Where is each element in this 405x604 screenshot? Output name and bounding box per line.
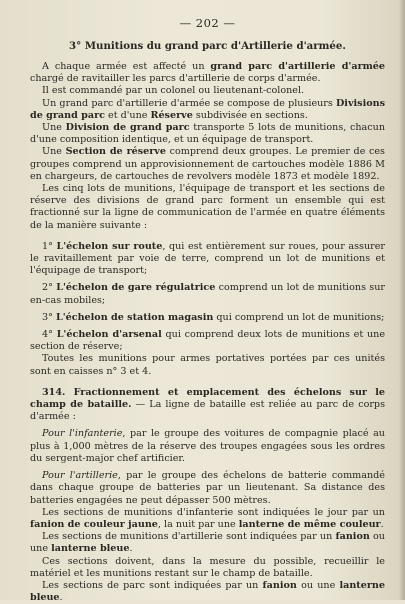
text-run: Les sections de munitions d'artillerie sont indiquées par un (42, 531, 336, 543)
text-run: — La ligne de bataille est reliée au parc de corps d'armée : (30, 399, 385, 423)
text-run: qui comprend un lot de munitions; (213, 311, 385, 323)
italic-text: Pour l'infanterie (42, 428, 123, 440)
paragraph (30, 61, 385, 85)
bold-text: lanterne bleue (30, 579, 385, 604)
text-run: et d'une (104, 109, 151, 121)
paragraph (30, 241, 385, 278)
italic-text: Pour l'artillerie (42, 470, 118, 482)
paragraph (30, 470, 385, 507)
text-run: comprend deux groupes. Le premier de ces groupes comprend un approvisionnement de cartouches modèle 1886 M en chargeurs, de cartouches de revolvers modèle 1873 et modèle 1892. (30, 146, 385, 182)
text-run: subdivisée en sections. (192, 109, 308, 121)
text-run: Une (42, 122, 66, 134)
bold-text: Section de réserve (65, 146, 166, 158)
bold-text: grand parc d'artillerie d'armée (210, 61, 386, 72)
bold-text: fanion (335, 531, 370, 543)
paragraph (30, 85, 385, 97)
text-run: 3° (42, 311, 56, 323)
paragraph (30, 122, 385, 146)
text-run: Toutes les munitions pour armes portatives portées par ces unités sont en caisses n° 3 et 4. (30, 353, 385, 377)
text-run: Une (42, 146, 66, 158)
text-run: chargé de ravitailler les parcs d'artillerie de corps d'armée. (30, 73, 321, 85)
text-run: 4° (42, 329, 57, 341)
text-run: Les sections de parc sont indiquées par un (42, 579, 263, 591)
text-run: ou une (30, 531, 385, 555)
paragraph (30, 556, 385, 580)
bold-text: L'échelon de gare régulatrice (56, 282, 216, 294)
text-run: Un grand parc d'artillerie d'armée se compose de plusieurs (42, 97, 336, 109)
text-run: , par le groupe des voitures de compagnie placé au plus à 1,000 mètres de la réserve des troupes engagées sous les ordres du sergent-major chef artificier. (30, 428, 385, 464)
paragraph (30, 353, 385, 377)
paragraph (30, 98, 385, 122)
paragraph (30, 329, 385, 353)
text-run: , par le groupe des échelons de batterie commandé dans chaque groupe de batteries par un lieutenant. Sa distance des batteries engagées ne peut dépasser 500 mètres. (30, 470, 385, 506)
text-run: . (380, 518, 384, 530)
page-number-header: — 202 — (179, 16, 236, 30)
paragraph (30, 531, 385, 555)
paragraph (30, 580, 385, 604)
bold-text: L'échelon sur route (56, 240, 163, 252)
text-run: . (129, 543, 133, 555)
text-run: A chaque armée est affecté un (42, 61, 211, 72)
text-run: 2° (42, 282, 57, 294)
bold-text: 314. Fractionnement et emplacement des échelons sur le champ de bataille. (30, 386, 385, 411)
bold-text: Réserve (150, 109, 193, 121)
bold-text: L'échelon d'arsenal (56, 329, 162, 341)
paragraph (30, 507, 385, 531)
section-title: 3° Munitions du grand parc d'Artillerie d'armée. (69, 40, 346, 52)
text-run: Ces sections doivent, dans la mesure du possible, recueillir le matériel et les munitions restant sur le champ de bataille. (30, 555, 385, 579)
paragraph (30, 387, 385, 424)
text-run: , la nuit par une (157, 518, 239, 530)
bold-text: L'échelon de station magasin (55, 311, 214, 323)
paragraph (30, 312, 385, 324)
text-run: transporte 5 lots de munitions, chacun d'une composition identique, et un équipage de transport. (30, 122, 385, 146)
paragraph (30, 183, 385, 232)
bold-text: lanterne bleue (51, 543, 130, 555)
text-run: qui comprend deux lots de munitions et une section de réserve; (30, 329, 386, 353)
text-run: Les cinq lots de munitions, l'équipage de transport et les sections de réserve des divisions de grand parc forment un ensemble qui est fractionné sur la ligne de communication de l'armée en quatre éléments de la manière suivante : (30, 183, 385, 231)
paragraph (30, 428, 385, 465)
text-run: Il est commandé par un colonel ou lieutenant-colonel. (42, 85, 305, 97)
text-run: ou une (296, 579, 340, 591)
bold-text: Divisions de grand parc (30, 97, 385, 121)
page-edge-shadow (399, 0, 405, 600)
paragraph (30, 146, 385, 183)
paragraph (30, 282, 385, 306)
text-run: , qui est entièrement sur roues, pour assurer le ravitaillement par voie de terre, comprend un lot de munitions et l'équipage de transport; (30, 240, 385, 277)
bold-text: fanion de couleur jaune (30, 518, 158, 530)
body-text (30, 61, 385, 604)
bold-text: lanterne de même couleur (238, 518, 381, 530)
bold-text: fanion (262, 579, 297, 591)
bold-text: Division de grand parc (65, 122, 190, 134)
text-run: Les sections de munitions d'infanterie sont indiquées le jour par un (42, 506, 385, 518)
text-run: comprend un lot de munitions sur en-cas mobiles; (30, 282, 385, 306)
text-run: . (59, 592, 63, 604)
text-run: 1° (42, 240, 57, 252)
